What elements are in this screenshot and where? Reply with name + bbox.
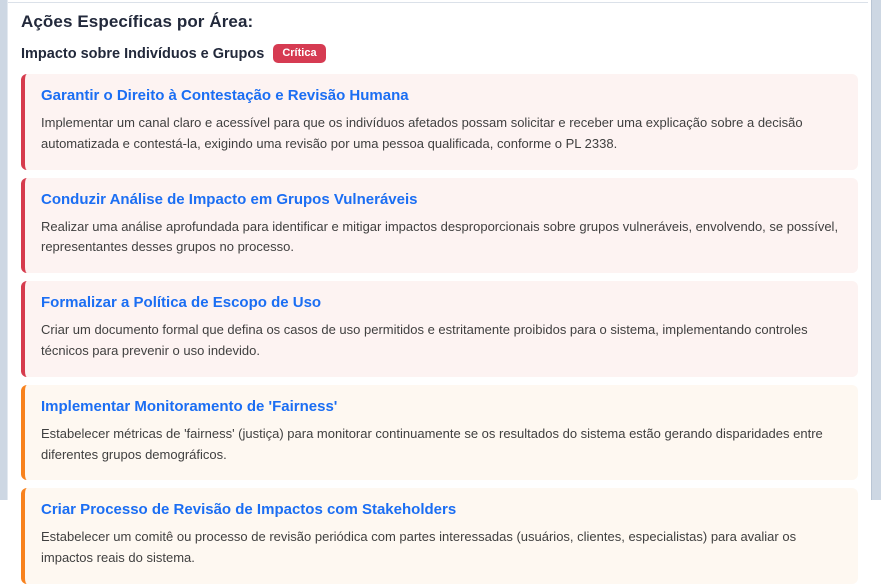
action-card [21, 178, 858, 274]
left-edge-strip [0, 0, 8, 500]
action-card [21, 74, 858, 170]
action-description: Estabelecer um comitê ou processo de revisão periódica com partes interessadas (usuários, clientes, especialistas) para avaliar os impactos reais do sistema. [41, 529, 797, 566]
action-title: Conduzir Análise de Impacto em Grupos Vulneráveis [41, 190, 418, 208]
action-card-list [21, 74, 858, 584]
action-title: Implementar Monitoramento de 'Fairness' [41, 397, 338, 415]
page-title: Ações Específicas por Área: [21, 12, 254, 31]
action-description: Realizar uma análise aprofundada para identificar e mitigar impactos desproporcionais sobre grupos vulneráveis, envolvendo, se possível, representantes desses grupos no processo. [41, 218, 839, 255]
action-description: Criar um documento formal que defina os casos de uso permitidos e estritamente proibidos para o sistema, implementando controles técnicos para prevenir o uso indevido. [41, 322, 808, 359]
action-title: Criar Processo de Revisão de Impactos com Stakeholders [41, 501, 457, 519]
action-card [21, 488, 858, 584]
actions-panel [9, 0, 868, 566]
severity-badge: Crítica [273, 44, 325, 63]
action-title: Formalizar a Política de Escopo de Uso [41, 294, 322, 312]
action-title: Garantir o Direito à Contestação e Revisão Humana [41, 87, 409, 105]
action-card [21, 281, 858, 377]
section-header [21, 44, 858, 63]
section-label: Impacto sobre Indivíduos e Grupos [21, 45, 265, 62]
action-description: Implementar um canal claro e acessível para que os indivíduos afetados possam solicitar e receber uma explicação sobre a decisão automatizada e contestá-la, exigindo uma revisão por uma pessoa qualificada, conforme o PL 2338. [41, 115, 803, 151]
scrollbar-track[interactable] [870, 0, 882, 500]
action-card [21, 385, 858, 481]
action-description: Estabelecer métricas de 'fairness' (justiça) para monitorar continuamente se os resultados do sistema estão gerando disparidades entre diferentes grupos demográficos. [41, 425, 823, 462]
scrollbar-thumb[interactable] [871, 0, 881, 500]
